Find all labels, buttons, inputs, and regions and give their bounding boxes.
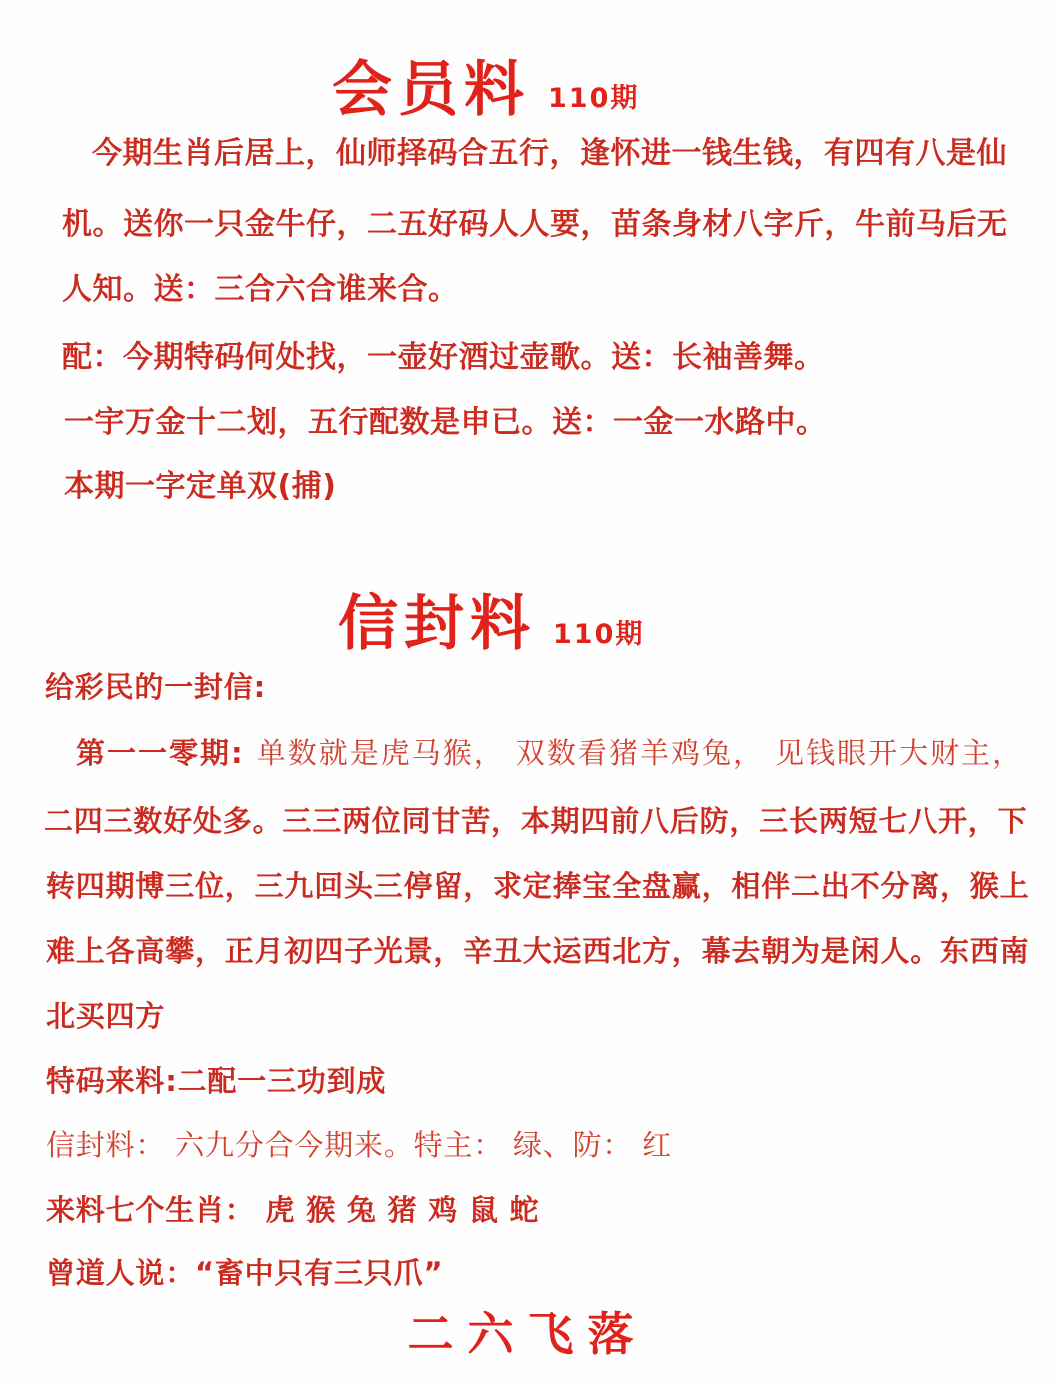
- letter-intro-line: [76, 731, 1023, 772]
- footer-phrase: 二六飞落: [407, 1307, 648, 1361]
- letter-line: 难上各高攀，正月初四子光景，辛丑大运西北方，幕去朝为是闲人。东西南: [46, 934, 1030, 968]
- letter-intro-label: 第一一零期:: [76, 736, 245, 770]
- letter-line: 转四期博三位，三九回头三停留，求定捧宝全盘赢，相伴二出不分离，猴上: [46, 869, 1030, 903]
- letter-line: 北买四方: [46, 999, 166, 1033]
- letter-line: 二四三数好处多。三三两位同甘苦，本期四前八后防，三长两短七八开，下: [44, 804, 1028, 838]
- member-line: 人知。送：三合六合谁来合。: [62, 272, 459, 307]
- envelope-issue-label: 110期: [553, 619, 645, 650]
- member-line: 今期生肖后居上，仙师择码合五行，逢怀进一钱生钱，有四有八是仙: [92, 136, 1007, 171]
- special-code-line: 特码来料:二配一三功到成: [46, 1064, 387, 1098]
- envelope-section-title: 信封料: [338, 589, 536, 659]
- letter-heading: 给彩民的一封信:: [45, 670, 266, 704]
- member-issue-label: 110期: [548, 83, 640, 114]
- letter-intro-text: 单数就是虎马猴， 双数看猪羊鸡兔， 见钱眼开大财主，: [256, 736, 1024, 770]
- member-section-title: 会员料: [332, 55, 530, 125]
- member-odd-even-line: 本期一字定单双(捕): [64, 469, 337, 504]
- member-five-elements-line: 一宇万金十二划，五行配数是申已。送：一金一水路中。: [64, 405, 827, 440]
- member-pairing-line: 配：今期特码何处找，一壶好酒过壶歌。送：长袖善舞。: [62, 340, 825, 375]
- member-line: 机。送你一只金牛仔，二五好码人人要，苗条身材八字斤，牛前马后无: [62, 207, 1008, 242]
- envelope-tip-line: 信封料： 六九分合今期来。特主： 绿、防： 红: [46, 1128, 673, 1162]
- quote-line: 曾道人说：“畜中只有三只爪”: [46, 1256, 444, 1290]
- zodiac-line: 来料七个生肖： 虎 猴 兔 猪 鸡 鼠 蛇: [46, 1193, 540, 1227]
